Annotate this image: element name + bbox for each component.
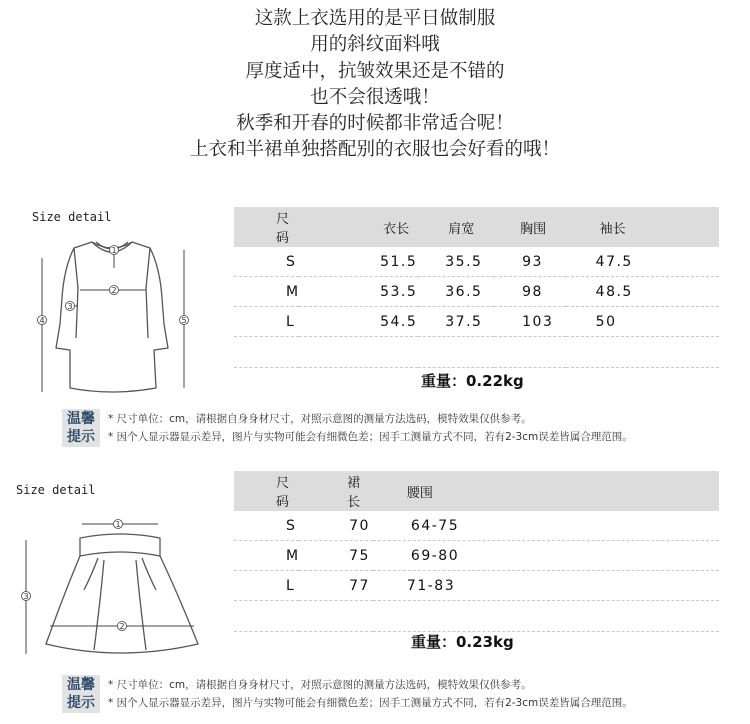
table-cell: M [234,277,299,307]
table-row-empty [234,337,719,368]
table-row [234,541,719,571]
col-skirt-length: 裙长 [299,471,373,511]
tip-badge-line: 温馨 [67,677,95,693]
table-cell: 98 [494,277,566,307]
top-marker-5: 5 [181,316,187,325]
tip-badge-line: 提示 [67,429,95,445]
intro-line: 厚度适中，抗皱效果还是不错的 [245,60,505,82]
skirt-tip [62,675,742,713]
intro-line: 用的斜纹面料哦 [310,34,440,56]
table-cell: 53.5 [299,277,418,307]
top-marker-2: 2 [111,286,117,295]
table-cell: 37.5 [418,307,494,337]
table-cell: 71-83 [373,571,719,601]
top-size-label: Size detail [32,210,112,224]
table-cell: 47.5 [566,247,719,277]
tip-badge [62,675,100,713]
table-cell: S [234,247,299,277]
table-header-row [234,471,719,511]
skirt-size-table [234,471,719,632]
intro-line: 秋季和开春的时候都非常适合呢！ [236,113,514,135]
table-row [234,571,719,601]
table-cell: M [234,541,299,571]
skirt-marker-2: 2 [119,622,125,631]
col-size: 尺码 [234,207,299,247]
table-cell: 50 [566,307,719,337]
top-marker-4: 4 [39,316,45,325]
intro-line: 这款上衣选用的是平日做制服 [254,8,496,29]
table-cell: 51.5 [299,247,418,277]
intro-line: 也不会很透哦！ [310,86,440,108]
table-cell: 54.5 [299,307,418,337]
top-weight: 重量：0.22kg [421,372,524,390]
table-cell: 69-80 [373,541,719,571]
table-cell: 70 [299,511,373,541]
col-waist: 腰围 [373,471,719,511]
skirt-marker-3: 3 [23,592,29,601]
tip-line: * 尺寸单位：cm，请根据自身身材尺寸，对照示意图的测量方法选码，模特效果仅供参考。 [108,413,532,425]
tip-line: * 尺寸单位：cm，请根据自身身材尺寸，对照示意图的测量方法选码，模特效果仅供参考。 [108,679,532,691]
top-measurement-diagram [30,228,195,406]
table-header-row [234,207,719,247]
table-row [234,307,719,337]
table-row [234,247,719,277]
table-row [234,511,719,541]
skirt-marker-1: 1 [115,520,121,529]
col-chest: 胸围 [494,207,566,247]
table-cell: L [234,307,299,337]
table-cell: L [234,571,299,601]
tip-lines [108,676,633,712]
table-cell: S [234,511,299,541]
tip-badge-line: 温馨 [67,411,95,427]
skirt-size-label: Size detail [16,483,96,497]
col-length: 衣长 [299,207,418,247]
skirt-measurement-diagram [14,514,219,664]
top-marker-1: 1 [111,246,117,255]
intro-text [0,6,750,164]
tip-badge-line: 提示 [67,695,95,711]
col-shoulder: 肩宽 [418,207,494,247]
tip-lines [108,410,633,446]
table-row [234,277,719,307]
table-cell: 93 [494,247,566,277]
top-marker-3: 3 [67,302,73,311]
table-cell: 36.5 [418,277,494,307]
col-size: 尺 码 [234,471,299,511]
skirt-weight: 重量：0.23kg [411,633,514,651]
table-cell: 35.5 [418,247,494,277]
table-cell: 64-75 [373,511,719,541]
table-row-empty [234,601,719,632]
table-cell: 75 [299,541,373,571]
col-sleeve: 袖长 [566,207,719,247]
table-cell: 48.5 [566,277,719,307]
tip-badge [62,409,100,447]
table-cell: 103 [494,307,566,337]
table-cell: 77 [299,571,373,601]
tip-line: * 因个人显示器显示差异，图片与实物可能会有细微色差；因手工测量方式不同，若有2-3cm误差皆属合理范围。 [108,697,633,709]
tip-line: * 因个人显示器显示差异，图片与实物可能会有细微色差；因手工测量方式不同，若有2-3cm误差皆属合理范围。 [108,431,633,443]
intro-line: 上衣和半裙单独搭配别的衣服也会好看的哦！ [189,139,560,161]
top-size-table [234,207,719,368]
top-tip [62,409,742,447]
